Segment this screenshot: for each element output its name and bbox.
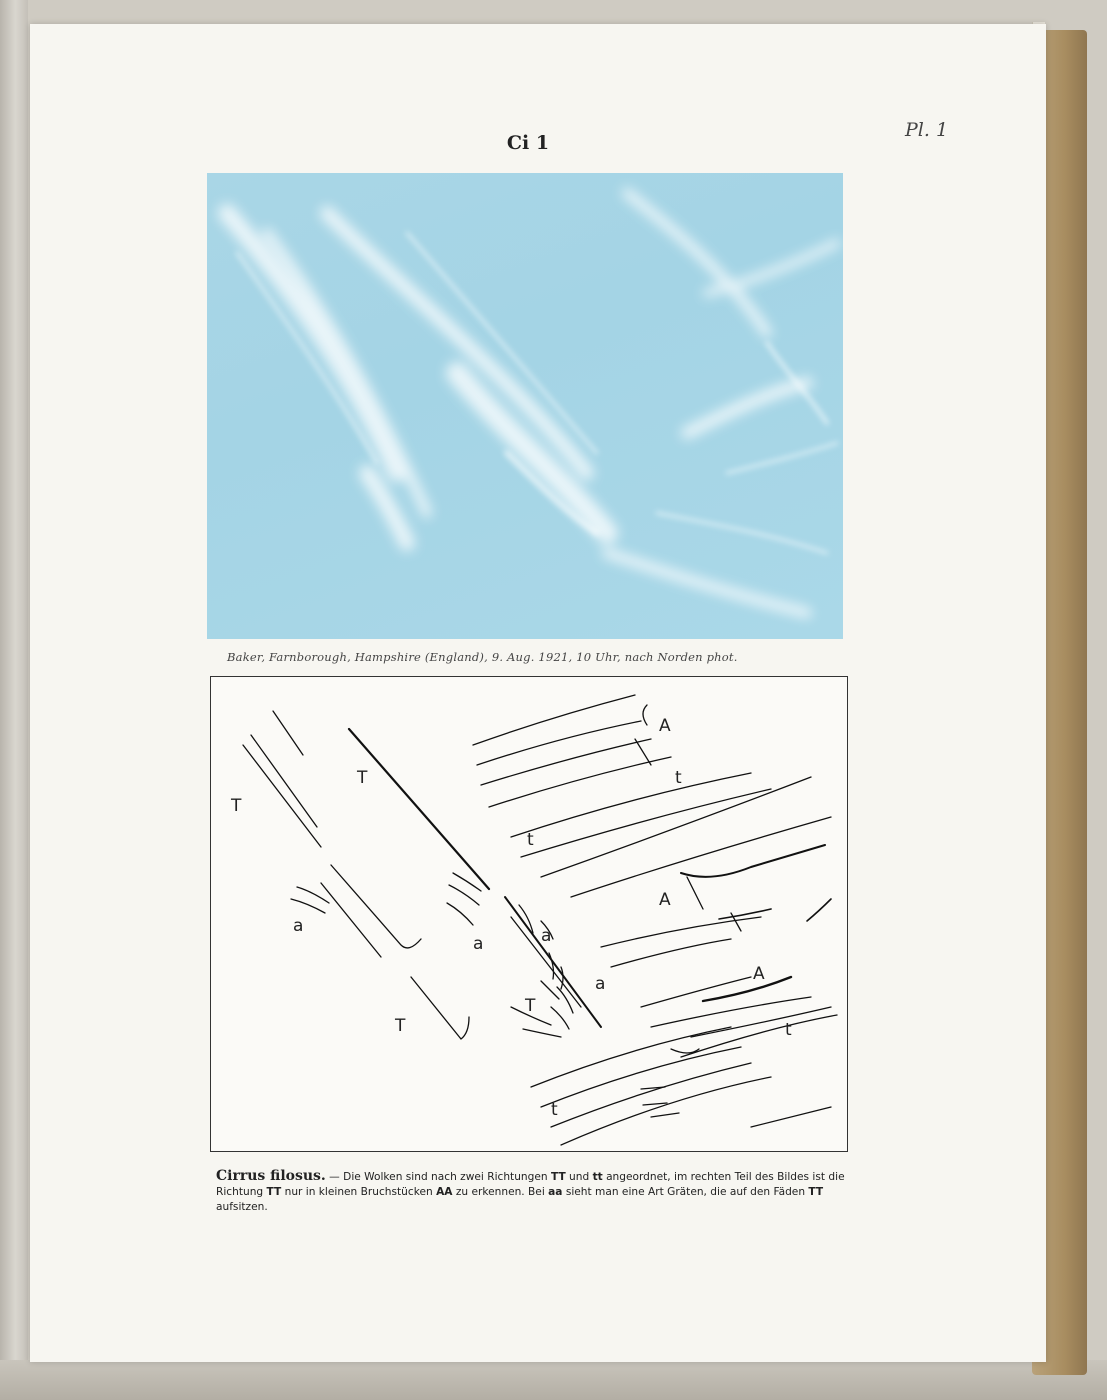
- label-T-left: T: [231, 796, 242, 816]
- label-t-bottom: t: [551, 1100, 558, 1120]
- plate-code: Ci 1: [506, 132, 550, 154]
- page-shadow: [0, 1360, 1107, 1400]
- legend-text-3: angeordnet, im rechten Teil des Bildes ist die Richtung: [216, 1171, 845, 1198]
- legend-text-1: Die Wolken sind nach zwei Richtungen: [343, 1171, 551, 1183]
- legend-title: Cirrus filosus.: [216, 1168, 326, 1184]
- label-T-bottom: T: [395, 1016, 406, 1036]
- legend-key-5: aa: [548, 1186, 563, 1198]
- legend-text-2: und: [565, 1171, 593, 1183]
- label-t-upper: t: [527, 830, 534, 850]
- label-T-center: T: [357, 768, 368, 788]
- legend-text-4: nur in kleinen Bruchstücken: [281, 1186, 437, 1198]
- label-a-left: a: [293, 916, 304, 936]
- legend-key-3: TT: [266, 1186, 282, 1198]
- legend-key-4: AA: [436, 1186, 453, 1198]
- book-spine: [0, 0, 28, 1400]
- legend-dash: —: [325, 1171, 344, 1183]
- sky-photograph: [207, 173, 843, 639]
- cloud-diagram: [210, 676, 848, 1152]
- label-t-top: t: [675, 768, 682, 788]
- diagram-strokes: [243, 695, 837, 1145]
- plate-number: Pl. 1: [905, 119, 949, 141]
- legend-key-6: TT: [808, 1186, 824, 1198]
- label-T-middle: T: [525, 996, 536, 1016]
- label-A-middle: A: [659, 890, 671, 910]
- legend-text-5: zu erkennen. Bei: [452, 1186, 549, 1198]
- label-a-lower: a: [595, 974, 606, 994]
- legend-key-2: tt: [592, 1171, 603, 1183]
- legend-text-6: sieht man eine Art Gräten, die auf den Fäden: [562, 1186, 809, 1198]
- legend-text-7: aufsitzen.: [216, 1201, 268, 1213]
- label-a-center: a: [473, 934, 484, 954]
- legend-key-1: TT: [550, 1171, 566, 1183]
- photo-caption: Baker, Farnborough, Hampshire (England), 9. Aug. 1921, 10 Uhr, nach Norden phot.: [227, 650, 738, 664]
- label-A-right: A: [753, 964, 765, 984]
- label-t-right: t: [785, 1020, 792, 1040]
- label-A-top: A: [659, 716, 671, 736]
- label-a-upper: a: [541, 926, 552, 946]
- plate-legend: [216, 1169, 856, 1215]
